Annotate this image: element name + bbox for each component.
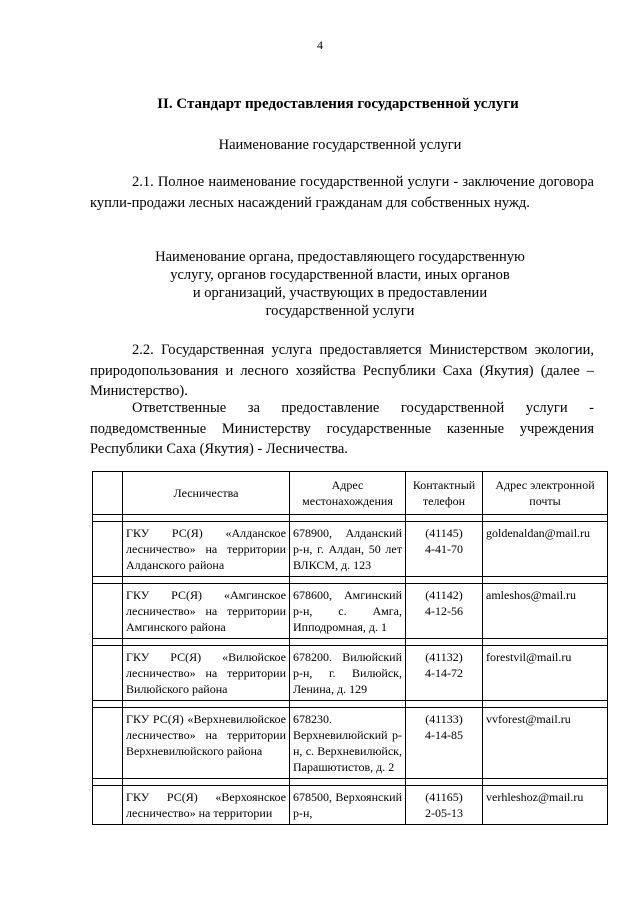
header-email: Адрес электронной почты [483, 472, 608, 515]
subheading-authority-line: услугу, органов государственной власти, иных органов [170, 267, 510, 283]
subheading-service-name: Наименование государственной услуги [218, 137, 462, 153]
forestry-address: 678900, Алданский р-н, г. Алдан, 50 лет ВЛКСМ, д. 123 [290, 522, 406, 577]
table-row [93, 584, 608, 639]
header-address: Адрес местонахождения [290, 472, 406, 515]
forestry-email: amleshos@mail.ru [483, 584, 608, 639]
table-row [93, 646, 608, 701]
forestry-name: ГКУ РС(Я) «Верхневилюйское лесничество» на территории Верхневилюйского района [123, 708, 290, 779]
header-forestry: Лесничества [123, 472, 290, 515]
subheading-authority-line: государственной услуги [265, 303, 415, 319]
table-gap [93, 779, 608, 786]
forestry-phone [406, 786, 483, 825]
header-phone: Контактный телефон [406, 472, 483, 515]
section-title: II. Стандарт предоставления государственной услуги [157, 96, 519, 112]
row-num [93, 522, 123, 577]
phone-number: 2-05-13 [425, 806, 463, 820]
forestry-name: ГКУ РС(Я) «Верхоянское лесничество» на территории [123, 786, 290, 825]
phone-code: (41132) [425, 650, 463, 664]
row-num [93, 646, 123, 701]
table-row [93, 708, 608, 779]
phone-number: 4-12-56 [425, 604, 463, 618]
forestry-name: ГКУ РС(Я) «Амгинское лесничество» на территории Амгинского района [123, 584, 290, 639]
table-gap [93, 515, 608, 522]
forestry-name: ГКУ РС(Я) «Вилюйское лесничество» на территории Вилюйского района [123, 646, 290, 701]
subheading-authority [90, 248, 590, 320]
forestry-email: vvforest@mail.ru [483, 708, 608, 779]
subheading-authority-line: и организаций, участвующих в предоставлении [192, 285, 488, 301]
phone-code: (41145) [425, 526, 463, 540]
phone-number: 4-14-85 [425, 728, 463, 742]
phone-code: (41142) [425, 588, 463, 602]
page-number: 4 [317, 38, 323, 52]
table-gap [93, 701, 608, 708]
paragraph-2-1: 2.1. Полное наименование государственной услуги - заключение договора купли-продажи лесных насаждений гражданам для собственных нужд. [90, 174, 594, 211]
forestry-phone [406, 584, 483, 639]
forestry-email: verhleshoz@mail.ru [483, 786, 608, 825]
forestry-phone [406, 646, 483, 701]
phone-code: (41133) [425, 712, 463, 726]
table-gap [93, 577, 608, 584]
row-num [93, 786, 123, 825]
forestry-address: 678500, Верхоянский р-н, [290, 786, 406, 825]
paragraph-2-2: 2.2. Государственная услуга предоставляется Министерством экологии, природопользования и лесного хозяйства Республики Саха (Якутия) (далее – Министерство). [90, 342, 594, 399]
row-num [93, 584, 123, 639]
row-num [93, 708, 123, 779]
forestry-table [92, 471, 608, 825]
forestry-email: goldenaldan@mail.ru [483, 522, 608, 577]
forestry-name: ГКУ РС(Я) «Алданское лесничество» на территории Алданского района [123, 522, 290, 577]
forestry-address: 678200. Вилюйский р-н, г. Вилюйск, Ленина, д. 129 [290, 646, 406, 701]
forestry-address: 678600, Амгинский р-н, с. Амга, Ипподромная, д. 1 [290, 584, 406, 639]
table-gap [93, 639, 608, 646]
subheading-authority-line: Наименование органа, предоставляющего государственную [155, 249, 525, 265]
table-row [93, 522, 608, 577]
paragraph-responsible: Ответственные за предоставление государственной услуги - подведомственные Министерству государственные казенные учреждения Республики Саха (Якутия) - Лесничества. [90, 400, 594, 457]
phone-number: 4-14-72 [425, 666, 463, 680]
phone-number: 4-41-70 [425, 542, 463, 556]
table-header-row [93, 472, 608, 515]
header-num [93, 472, 123, 515]
forestry-email: forestvil@mail.ru [483, 646, 608, 701]
phone-code: (41165) [425, 790, 463, 804]
forestry-phone [406, 522, 483, 577]
table-row [93, 786, 608, 825]
forestry-phone [406, 708, 483, 779]
forestry-address: 678230. Верхневилюйский р-н, с. Верхневилюйск, Парашютистов, д. 2 [290, 708, 406, 779]
